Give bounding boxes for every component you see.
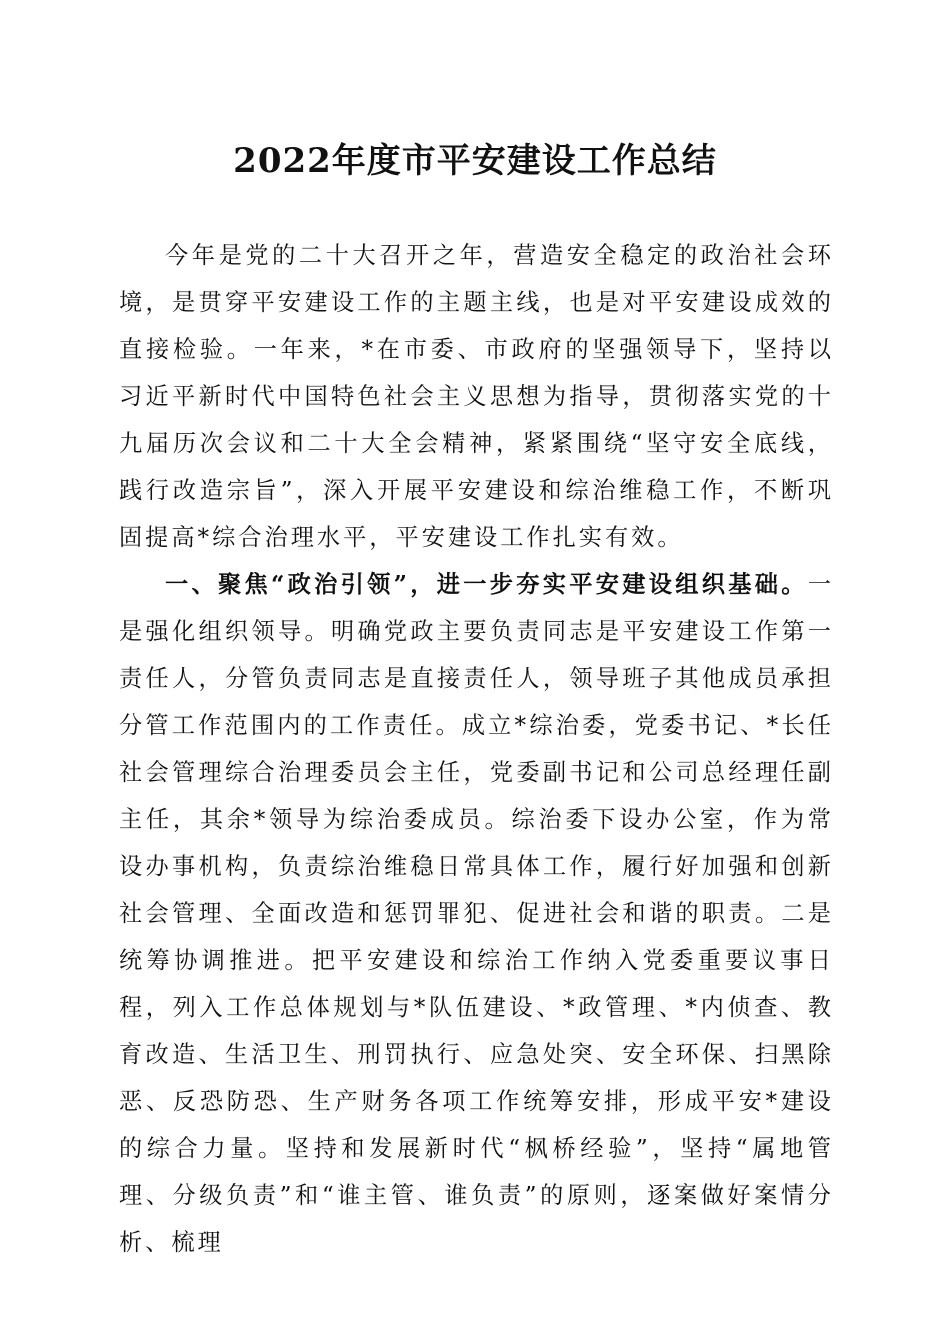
- document-title: 2022年度市平安建设工作总结: [233, 141, 717, 181]
- paragraph-intro: [119, 232, 834, 561]
- paragraph-intro-text: 今年是党的二十大召开之年，营造安全稳定的政治社会环境，是贯穿平安建设工作的主题主线，也是对平安建设成效的直接检验。一年来，*在市委、市政府的坚强领导下，坚持以习近平新时代中国特色社会主义思想为指导，贯彻落实党的十九届历次会议和二十大全会精神，紧紧围绕“坚守安全底线，践行改造宗旨”，深入开展平安建设和综治维稳工作，不断巩固提高*综合治理水平，平安建设工作扎实有效。: [119, 242, 834, 551]
- paragraph-section-one: [119, 561, 834, 1266]
- document-body: [119, 232, 834, 1266]
- section-one-text: 一是强化组织领导。明确党政主要负责同志是平安建设工作第一责任人，分管负责同志是直接责任人，领导班子其他成员承担分管工作范围内的工作责任。成立*综治委，党委书记、*长任社会管理综合治理委员会主任，党委副书记和公司总经理任副主任，其余*领导为综治委成员。综治委下设办公室，作为常设办事机构，负责综治维稳日常具体工作，履行好加强和创新社会管理、全面改造和惩罚罪犯、促进社会和谐的职责。二是统筹协调推进。把平安建设和综治工作纳入党委重要议事日程，列入工作总体规划与*队伍建设、*政管理、*内侦查、教育改造、生活卫生、刑罚执行、应急处突、安全环保、扫黑除恶、反恐防恐、生产财务各项工作统筹安排，形成平安*建设的综合力量。坚持和发展新时代“枫桥经验”，坚持“属地管理、分级负责”和“谁主管、谁负责”的原则，逐案做好案情分析、梳理: [119, 571, 834, 1256]
- section-one-heading: 一、聚焦“政治引领”，进一步夯实平安建设组织基础。: [165, 571, 808, 598]
